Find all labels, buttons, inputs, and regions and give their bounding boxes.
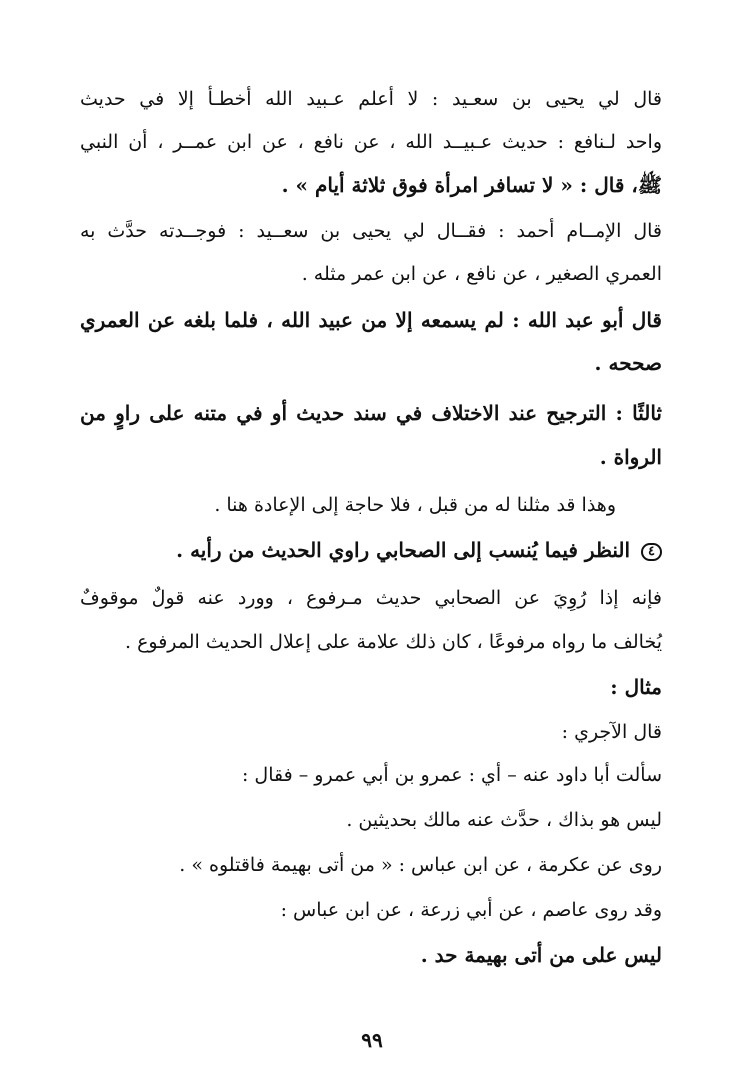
text-line-19: وقد روى عاصم ، عن أبي زرعة ، عن ابن عباس : <box>280 899 662 921</box>
text-line-3: ﷺ، قال : « لا تسافر امرأة فوق ثلاثة أيام » . <box>281 173 662 197</box>
text-line-4: قال الإمــام أحمد : فقــال لي يحيى بن سعــيد : فوجــدته حدَّث به <box>80 220 662 242</box>
text-line-5: العمري الصغير ، عن نافع ، عن ابن عمر مثله . <box>301 263 662 285</box>
text-line-1: قال لي يحيى بن سعـيد : لا أعلم عـبيد الله أخطـأ إلا في حديث <box>80 88 662 110</box>
subsection-title: النظر فيما يُنسب إلى الصحابي راوي الحديث من رأيه . <box>176 538 631 562</box>
text-line-7: صححه . <box>594 351 662 375</box>
section-number-badge: ٤ <box>641 543 662 561</box>
text-line-13: يُخالف ما رواه مرفوعًا ، كان ذلك علامة على إعلال الحديث المرفوع . <box>124 631 662 653</box>
text-line-6: قال أبو عبد الله : لم يسمعه إلا من عبيد الله ، فلما بلغه عن العمري <box>80 308 662 332</box>
section-heading: ثالثًا : الترجيح عند الاختلاف في سند حديث أو في متنه على راوٍ من <box>80 401 662 425</box>
text-line-20: ليس على من أتى بهيمة حد . <box>420 943 662 967</box>
section-heading-cont: الرواة . <box>599 445 662 469</box>
page-number: ٩٩ <box>361 1028 383 1052</box>
text-line-2: واحد لـنافع : حديث عـبيــد الله ، عن نافع ، عن ابن عمــر ، أن النبي <box>80 131 662 153</box>
text-line-15: قال الآجري : <box>561 721 662 743</box>
text-line-12: فإنه إذا رُوِيَ عن الصحابي حديث مـرفوع ، وورد عنه قولٌ موقوفٌ <box>80 587 662 609</box>
subsection-heading <box>80 535 662 565</box>
text-line-18: روى عن عكرمة ، عن ابن عباس : « من أتى بهيمة فاقتلوه » . <box>179 854 662 876</box>
example-label: مثال : <box>610 675 662 699</box>
text-line-17: ليس هو بذاك ، حدَّث عنه مالك بحديثين . <box>346 809 662 831</box>
text-line-16: سألت أبا داود عنه – أي : عمرو بن أبي عمرو – فقال : <box>241 764 662 786</box>
text-line-10: وهذا قد مثلنا له من قبل ، فلا حاجة إلى الإعادة هنا . <box>214 494 616 516</box>
